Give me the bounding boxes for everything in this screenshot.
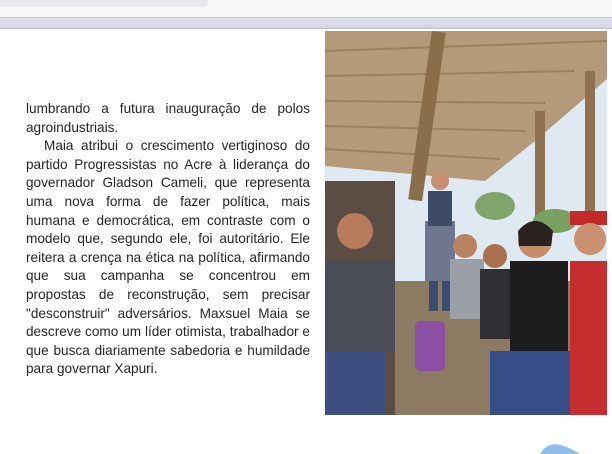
photo-illustration — [325, 31, 607, 415]
red-cap — [570, 211, 607, 225]
corner-decoration — [540, 438, 580, 454]
article-paragraph-1: lumbrando a futura inauguração de polos agroindustriais. — [26, 101, 310, 135]
article-paragraph-2: Maia atribui o crescimento vertiginoso do partido Progressistas no Acre à liderança do governador Gladson Cameli, que representa uma nova forma de fazer política, mais humana e democrática, em contraste com o modelo que, segundo ele, foi autoritário. Ele reitera a crença na ética na política, afirmando que sua campanha se concentrou em propostas de reconstrução, sem precisar "desconstruir" adversários. Maxsuel Maia se descreve como um líder otimista, trabalhador e que busca diariamente sabedoria e humildade para governar Xapuri. — [26, 138, 310, 377]
standing-person-jacket — [428, 191, 452, 226]
purple-bag — [415, 321, 445, 371]
page-divider — [0, 17, 612, 29]
top-tab-shape — [0, 0, 208, 7]
standing-person-head — [431, 172, 449, 190]
article-text — [26, 100, 310, 379]
crowd-person-head — [453, 234, 477, 258]
article-photo — [325, 31, 607, 415]
support-post-right — [585, 71, 595, 221]
tree — [475, 192, 515, 220]
